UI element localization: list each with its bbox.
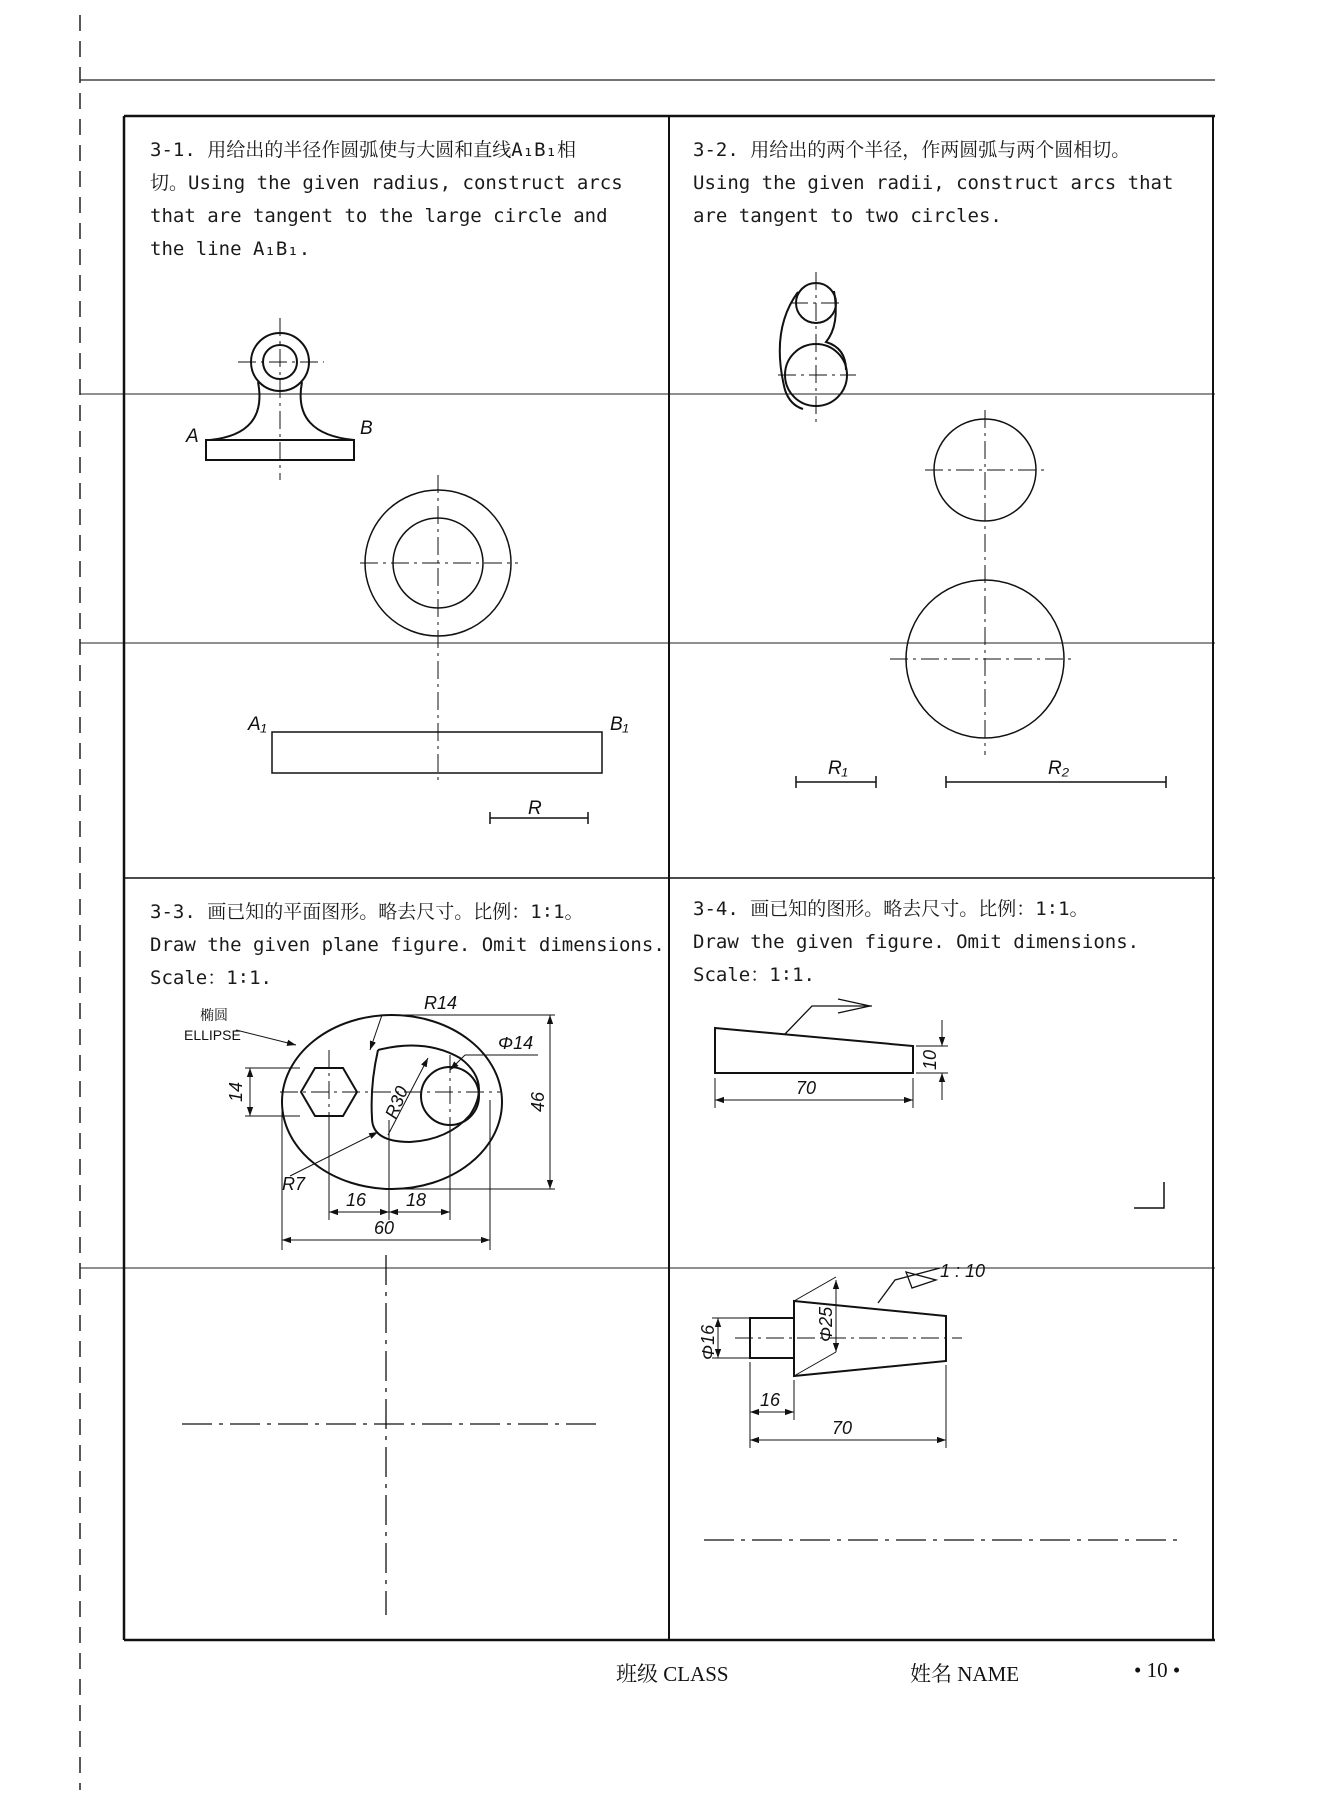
label-r: R [528,798,542,819]
dim-16: 16 [346,1190,367,1210]
dim-r30: R30 [381,1083,413,1122]
figure-3-4-wedge [715,999,1164,1208]
figure-3-1-large-circle [360,475,518,780]
dim-r7: R7 [282,1174,306,1194]
dim-14: 14 [226,1081,246,1102]
figure-3-2-example [778,272,856,426]
dim-phi14: Φ14 [498,1033,534,1053]
label-ellipse-en: ELLIPSE [184,1027,241,1043]
dim-46: 46 [528,1091,548,1112]
dim-r14: R14 [424,993,458,1013]
figure-3-2-two-circles [890,410,1075,755]
task-3-1-text: 3-1. 用给出的半径作圆弧使与大圆和直线A₁B₁相 切。Using the given radius, construct arcs that are tangent to the large circle and the line A₁B₁. [150,139,623,260]
label-r2: R₂ [1048,758,1069,779]
figure-3-1-example [206,318,354,480]
footer-name-label: 姓名 NAME [910,1662,1020,1686]
dim-18: 18 [406,1190,427,1210]
figure-3-1-line-block [272,732,602,773]
footer-class-label: 班级 CLASS [616,1662,729,1686]
dim-60: 60 [374,1218,395,1238]
dim-phi16: Φ16 [698,1324,718,1360]
dim-70-wedge: 70 [796,1078,817,1098]
exercise-frame [124,116,1215,1640]
dim-taper-ratio: 1 : 10 [940,1261,986,1281]
label-a1: A₁ [248,714,267,735]
label-b1: B₁ [610,714,629,735]
label-b: B [360,418,373,439]
dim-10: 10 [920,1049,940,1070]
figure-3-3-drawing-centerlines [182,1255,596,1615]
task-3-3-text: 3-3. 画已知的平面图形。略去尺寸。比例：1∶1。 Draw the given plane figure. Omit dimensions. Scale：1∶1. [150,901,665,989]
task-3-2-text: 3-2. 用给出的两个半径，作两圆弧与两个圆相切。 Using the given radii, construct arcs that are tangent to two circles. [693,139,1174,227]
page-number: • 10 • [1134,1658,1181,1682]
dim-70-shaft: 70 [832,1418,853,1438]
dim-phi25: Φ25 [816,1306,836,1342]
task-3-4-text: 3-4. 画已知的图形。略去尺寸。比例：1∶1。 Draw the given figure. Omit dimensions. Scale：1∶1. [693,898,1140,986]
dim-16-shaft: 16 [760,1390,781,1410]
label-ellipse-cn: 椭圆 [200,1007,228,1023]
label-r1: R₁ [828,758,848,779]
label-a: A [186,426,199,447]
